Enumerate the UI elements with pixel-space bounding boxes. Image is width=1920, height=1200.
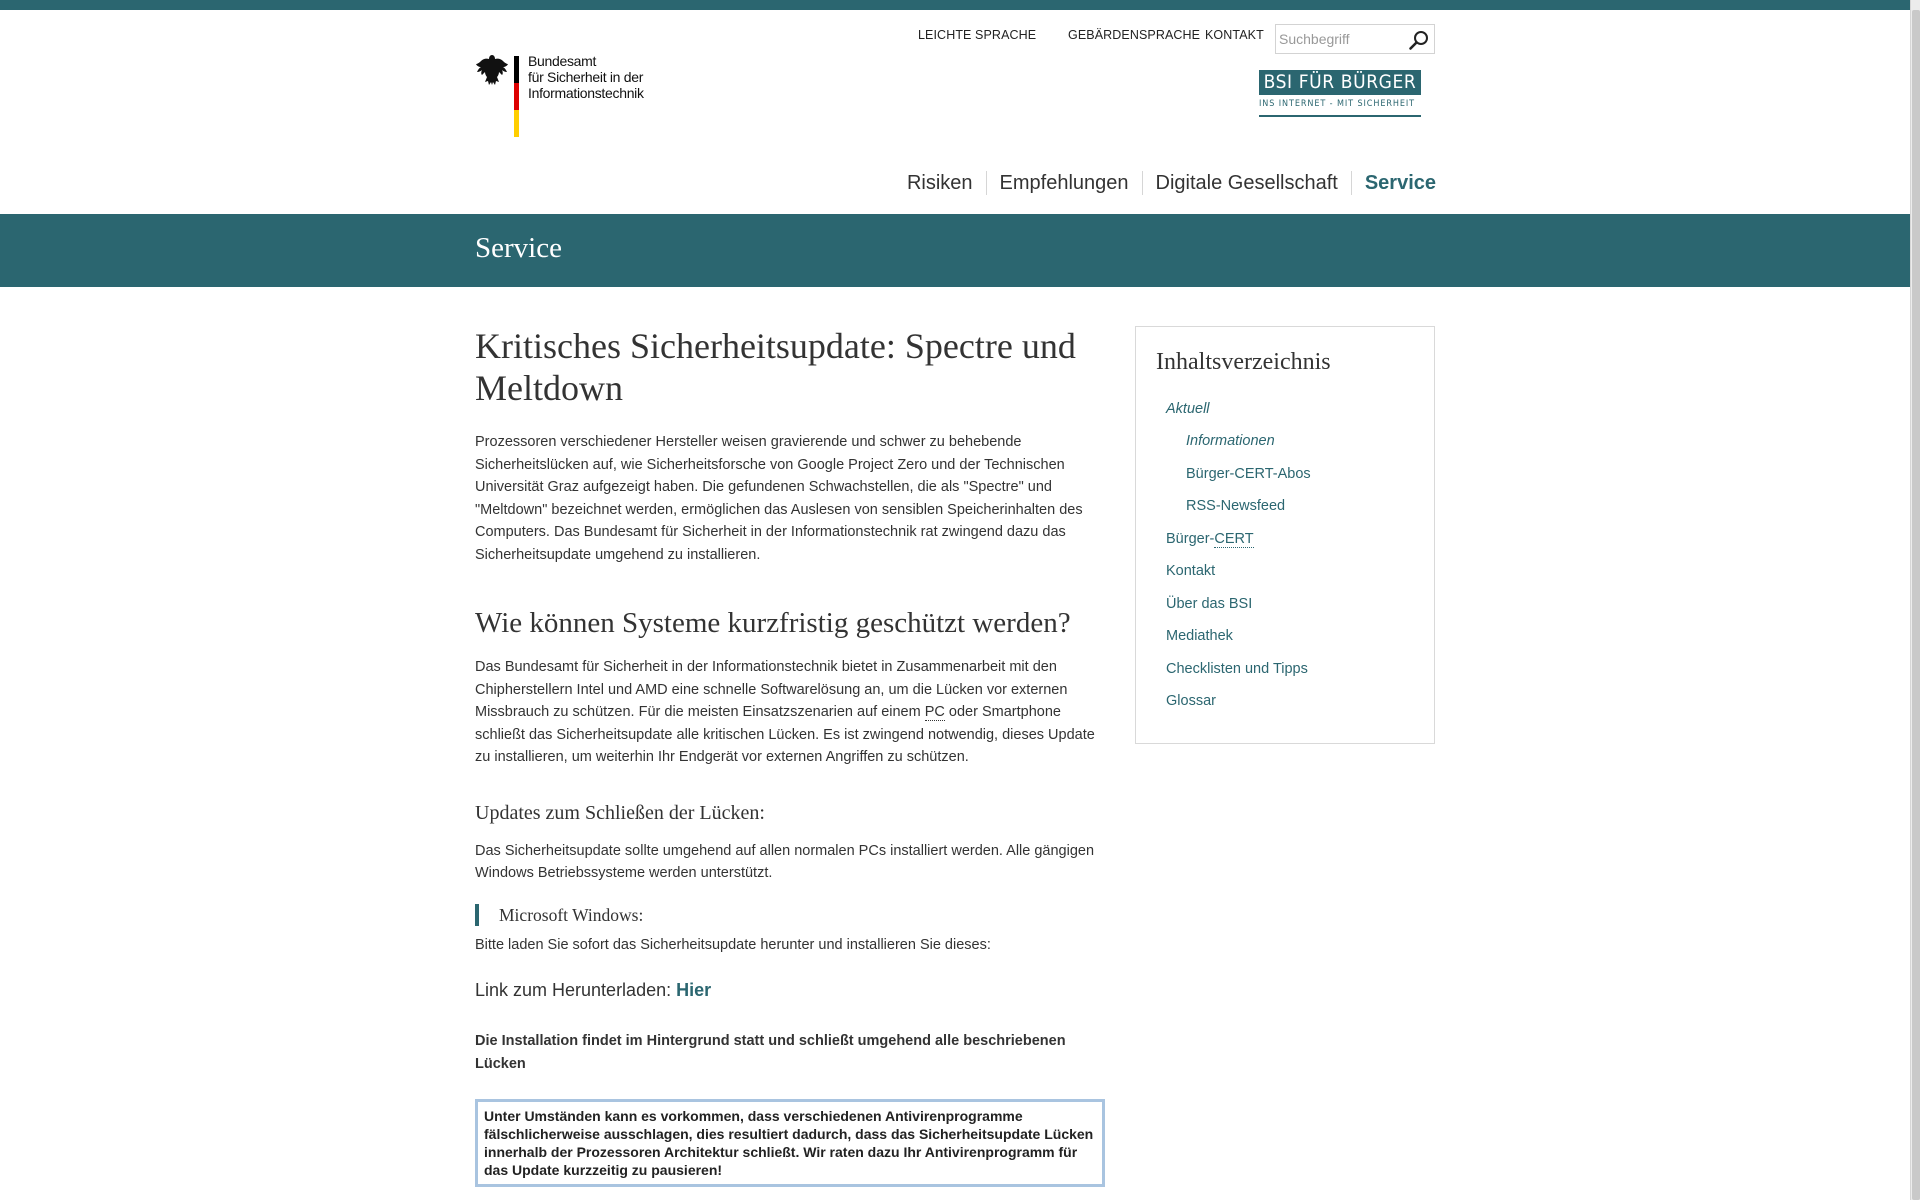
meta-link-gebaerdensprache[interactable]: GEBÄRDENSPRACHE: [1068, 28, 1201, 42]
toc-item-aktuell[interactable]: Aktuell: [1166, 401, 1210, 417]
download-link[interactable]: Hier: [676, 980, 712, 1000]
nav-item-risiken[interactable]: Risiken: [906, 172, 973, 194]
toc-item-buerger-cert-prefix: Bürger-: [1166, 531, 1215, 547]
installation-note: Die Installation findet im Hintergrund statt und schließt umgehend alle beschriebenen Lücken: [475, 1033, 1066, 1072]
antivirus-notice: Unter Umständen kann es vorkommen, dass verschiedenen Antivirenprogramme fälschlicherweise ausschlagen, dies resultiert dadurch, dass das Sicherheitsupdate Lücken innerhalb der Prozessoren Architektur schließt. Wir raten dazu Ihr Antivirenprogramm für das Update kurzzeitig zu pausieren!: [475, 1099, 1105, 1187]
paragraph-protection-text-2: oder Smartphone schließt das Sicherheitsupdate alle kritischen Lücken. Es ist zwingend notwendig, dieses Update zu installieren, um weiterhin Ihr Endgerät vor externen Angriffen zu schützen.: [475, 704, 1095, 765]
search-box: [1275, 24, 1435, 54]
heading-windows: Microsoft Windows:: [475, 904, 1105, 926]
main-navigation: [900, 170, 1436, 196]
meta-link-kontakt[interactable]: KONTAKT: [1205, 28, 1264, 42]
toc-item-buerger-cert[interactable]: [1166, 531, 1254, 547]
paragraph-protection-text-1: Das Bundesamt für Sicherheit in der Informationstechnik bietet in Zusammenarbeit mit den Chipherstellern Intel und AMD eine schnelle Softwarelösung an, um die Lücken vor externen Missbrauch zu schützen. Für die meisten Einsatzszenarien auf einem: [475, 659, 1068, 720]
paragraph-windows: Bitte laden Sie sofort das Sicherheitsupdate herunter und installieren Sie dieses:: [475, 936, 991, 953]
logo-line-2: für Sicherheit in der: [528, 69, 644, 85]
section-title: Service: [475, 232, 562, 264]
paragraph-updates: Das Sicherheitsupdate sollte umgehend auf allen normalen PCs installiert werden. Alle gängigen Windows Betriebssysteme werden unterstützt.: [475, 842, 1095, 881]
nav-item-digitale-gesellschaft[interactable]: Digitale Gesellschaft: [1142, 171, 1351, 195]
bsi-fuer-buerger-underline: [1259, 115, 1421, 117]
nav-item-service[interactable]: Service: [1351, 171, 1436, 195]
toc-item-rss-newsfeed[interactable]: RSS-Newsfeed: [1186, 498, 1286, 514]
federal-eagle-icon: [475, 53, 509, 89]
toc-item-kontakt[interactable]: Kontakt: [1166, 563, 1216, 579]
toc-item-informationen[interactable]: Informationen: [1186, 433, 1275, 449]
toc-item-glossar[interactable]: Glossar: [1166, 693, 1216, 709]
bsi-logo[interactable]: [475, 53, 655, 137]
download-line: [475, 980, 1105, 1001]
download-label: Link zum Herunterladen:: [475, 980, 677, 1000]
toc-item-mediathek[interactable]: Mediathek: [1166, 628, 1233, 644]
search-input[interactable]: [1276, 25, 1404, 53]
nav-item-empfehlungen[interactable]: Empfehlungen: [986, 171, 1142, 195]
heading-updates: Updates zum Schließen der Lücken:: [475, 801, 765, 824]
toc-sidebar: [1135, 326, 1435, 744]
logo-wordmark: [528, 53, 644, 101]
toc-item-checklisten-und-tipps[interactable]: Checklisten und Tipps: [1166, 661, 1308, 677]
article-title: Kritisches Sicherheitsupdate: Spectre und Meltdown: [475, 326, 1076, 408]
bsi-fuer-buerger-title: BSI FÜR BÜRGER: [1259, 70, 1421, 95]
heading-protection: Wie können Systeme kurzfristig geschützt werden?: [475, 607, 1071, 639]
bsi-fuer-buerger-subtitle: INS INTERNET - MIT SICHERHEIT: [1259, 99, 1415, 109]
toc-title: Inhaltsverzeichnis: [1156, 349, 1331, 375]
paragraph-protection: [475, 656, 1105, 769]
vertical-scrollbar[interactable]: [1910, 0, 1920, 1200]
section-banner: [0, 214, 1910, 287]
abbr-cert: CERT: [1214, 531, 1254, 547]
meta-link-leichte-sprache[interactable]: LEICHTE SPRACHE: [918, 28, 1037, 42]
article-intro: Prozessoren verschiedener Hersteller weisen gravierende und schwer zu behebende Sicherheitslücken auf, wie Sicherheitsforsche von Google Project Zero und der Technischen Universität Graz aufgezeigt haben. Die gefundenen Schwachstellen, die als "Spectre" und "Meltdown" bezeichnet werden, ermöglichen das Auslesen von sensiblen Speicherinhalten des Computers. Das Bundesamt für Sicherheit in der Informationstechnik rat zwingend dazu das Sicherheitsupdate umgehend zu installieren.: [475, 434, 1083, 563]
toc-item-ueber-das-bsi[interactable]: Über das BSI: [1166, 596, 1253, 612]
top-accent-bar: [0, 0, 1910, 10]
abbr-pc: PC: [924, 704, 945, 720]
search-icon[interactable]: [1408, 29, 1430, 51]
german-flag-stripe: [514, 56, 519, 137]
logo-line-1: Bundesamt: [528, 53, 597, 69]
bsi-fuer-buerger-logo[interactable]: [1259, 70, 1421, 120]
article: [475, 325, 1105, 1187]
scrollbar-thumb[interactable]: [1912, 10, 1920, 1200]
toc-item-buerger-cert-abos[interactable]: Bürger-CERT-Abos: [1186, 466, 1311, 482]
logo-line-3: Informationstechnik: [528, 85, 644, 101]
